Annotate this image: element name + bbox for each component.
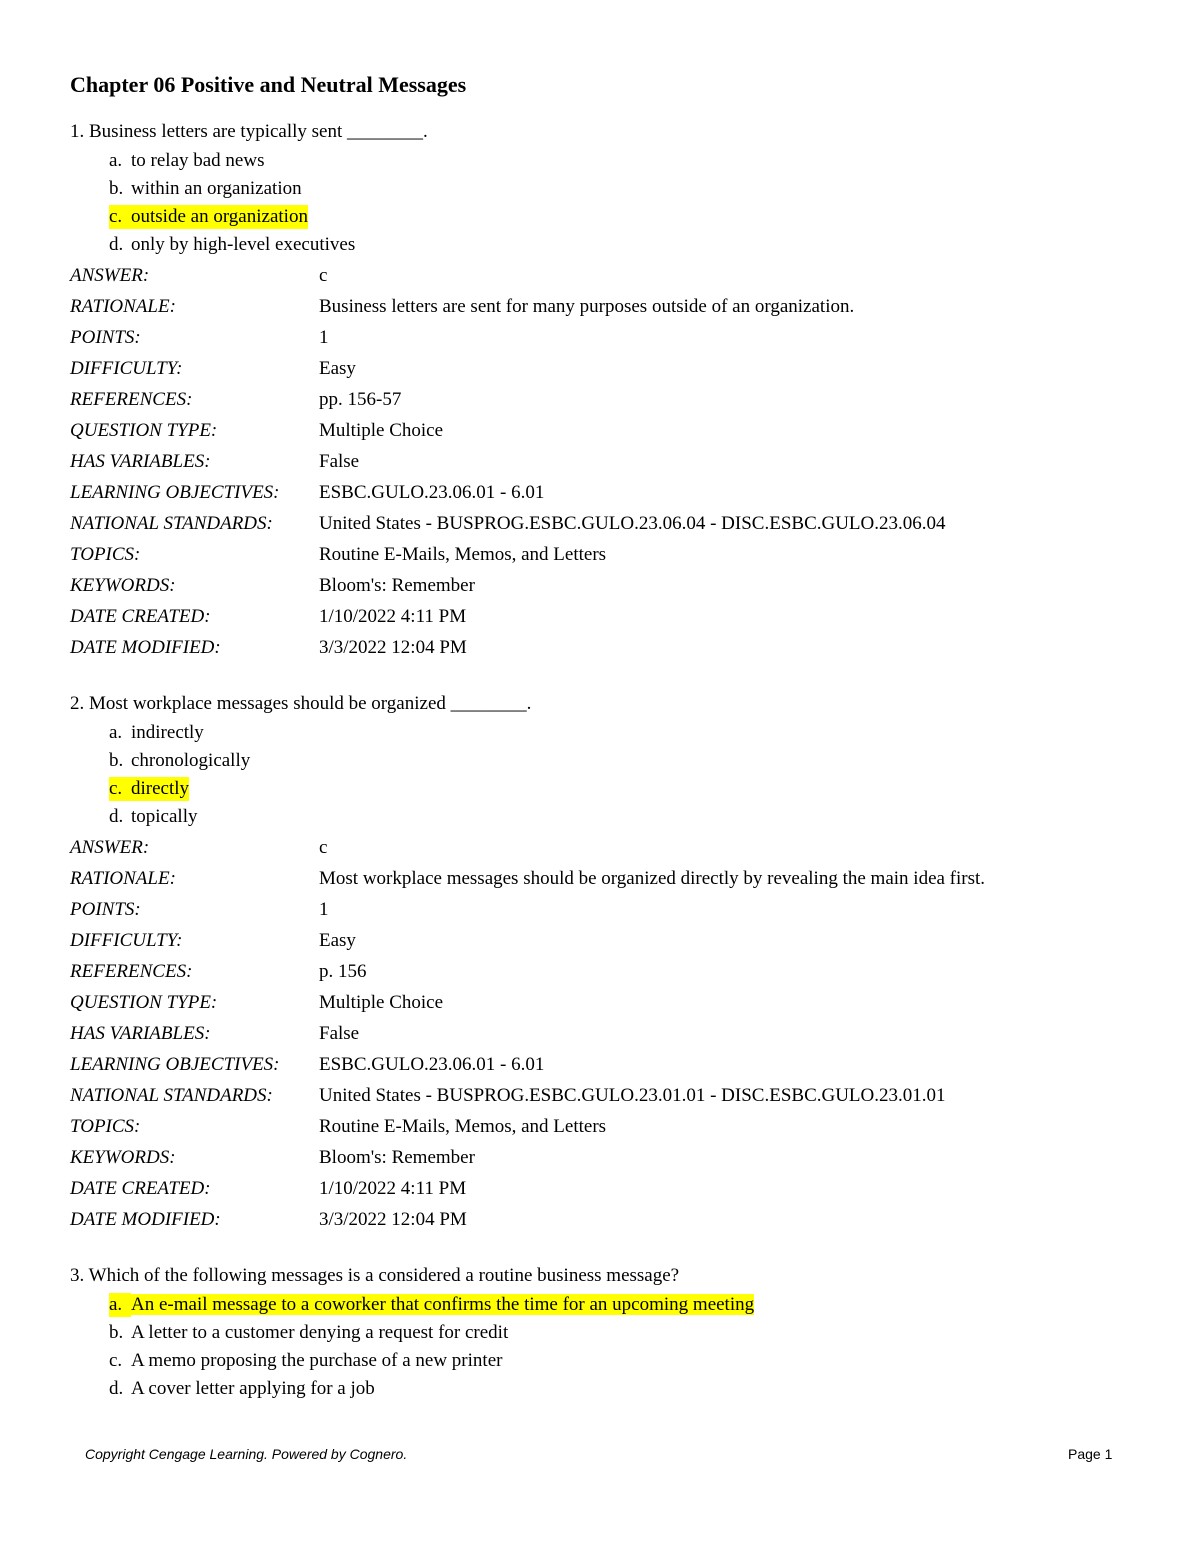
option-text: A memo proposing the purchase of a new printer bbox=[131, 1350, 503, 1371]
meta-row-rationale bbox=[70, 864, 1150, 895]
meta-row-difficulty bbox=[70, 354, 1150, 385]
meta-value: False bbox=[319, 451, 360, 472]
meta-value: False bbox=[319, 1023, 360, 1044]
meta-value: pp. 156-57 bbox=[319, 389, 402, 410]
option-text: indirectly bbox=[131, 722, 204, 743]
option-text: within an organization bbox=[131, 178, 302, 199]
option-letter: d. bbox=[109, 806, 124, 827]
meta-label: DATE MODIFIED: bbox=[70, 637, 221, 658]
meta-label: DATE CREATED: bbox=[70, 606, 211, 627]
meta-row-points bbox=[70, 323, 1150, 354]
meta-row-references bbox=[70, 957, 1150, 988]
meta-row-date-modified bbox=[70, 633, 1150, 664]
meta-label: DATE CREATED: bbox=[70, 1178, 211, 1199]
meta-value: p. 156 bbox=[319, 961, 367, 982]
option-letter: c. bbox=[109, 1350, 123, 1371]
meta-row-learning-objectives bbox=[70, 478, 1150, 509]
question-3 bbox=[70, 1262, 1150, 1405]
meta-label: KEYWORDS: bbox=[70, 575, 176, 596]
question-1 bbox=[70, 118, 1150, 664]
option-b bbox=[70, 177, 1150, 201]
option-text: topically bbox=[131, 806, 198, 827]
option-letter: a. bbox=[109, 150, 123, 171]
option-letter: b. bbox=[109, 178, 124, 199]
meta-row-learning-objectives bbox=[70, 1050, 1150, 1081]
meta-value: Bloom's: Remember bbox=[319, 1147, 475, 1168]
meta-label: LEARNING OBJECTIVES: bbox=[70, 482, 280, 503]
question-stem: 2. Most workplace messages should be organized ________. bbox=[70, 693, 532, 714]
meta-label: NATIONAL STANDARDS: bbox=[70, 1085, 273, 1106]
meta-label: RATIONALE: bbox=[70, 868, 176, 889]
option-a bbox=[70, 721, 1150, 745]
meta-value: 1/10/2022 4:11 PM bbox=[319, 1178, 467, 1199]
meta-row-national-standards bbox=[70, 509, 1150, 540]
meta-row-date-created bbox=[70, 602, 1150, 633]
option-d bbox=[70, 233, 1150, 257]
meta-row-has-variables bbox=[70, 1019, 1150, 1050]
meta-label: TOPICS: bbox=[70, 544, 141, 565]
meta-value: 1/10/2022 4:11 PM bbox=[319, 606, 467, 627]
option-letter: a. bbox=[109, 722, 123, 743]
option-letter: c. bbox=[109, 778, 123, 799]
option-text: only by high-level executives bbox=[131, 234, 356, 255]
meta-value: Routine E-Mails, Memos, and Letters bbox=[319, 544, 607, 565]
meta-row-date-created bbox=[70, 1174, 1150, 1205]
option-d bbox=[70, 1377, 1150, 1401]
meta-row-topics bbox=[70, 540, 1150, 571]
meta-row-references bbox=[70, 385, 1150, 416]
option-text: An e-mail message to a coworker that confirms the time for an upcoming meeting bbox=[131, 1294, 755, 1315]
option-letter: c. bbox=[109, 206, 123, 227]
question-metadata bbox=[70, 833, 1150, 1236]
meta-value: Most workplace messages should be organized directly by revealing the main idea first. bbox=[319, 868, 986, 889]
meta-label: HAS VARIABLES: bbox=[70, 451, 211, 472]
option-c-correct bbox=[70, 205, 1150, 229]
meta-value: Routine E-Mails, Memos, and Letters bbox=[319, 1116, 607, 1137]
meta-row-difficulty bbox=[70, 926, 1150, 957]
option-b bbox=[70, 749, 1150, 773]
meta-value: United States - BUSPROG.ESBC.GULO.23.01.01 - DISC.ESBC.GULO.23.01.01 bbox=[319, 1085, 946, 1106]
meta-label: REFERENCES: bbox=[70, 389, 193, 410]
meta-row-topics bbox=[70, 1112, 1150, 1143]
question-metadata bbox=[70, 261, 1150, 664]
option-letter: d. bbox=[109, 234, 124, 255]
meta-value: Easy bbox=[319, 358, 356, 379]
meta-row-rationale bbox=[70, 292, 1150, 323]
option-a-correct bbox=[70, 1293, 1150, 1317]
option-text: A letter to a customer denying a request for credit bbox=[131, 1322, 509, 1343]
option-text: directly bbox=[131, 778, 190, 799]
meta-label: LEARNING OBJECTIVES: bbox=[70, 1054, 280, 1075]
meta-row-has-variables bbox=[70, 447, 1150, 478]
meta-value: Easy bbox=[319, 930, 356, 951]
meta-value: c bbox=[319, 837, 328, 858]
meta-label: QUESTION TYPE: bbox=[70, 420, 218, 441]
question-stem: 3. Which of the following messages is a considered a routine business message? bbox=[70, 1265, 680, 1286]
meta-value: ESBC.GULO.23.06.01 - 6.01 bbox=[319, 482, 545, 503]
meta-label: DIFFICULTY: bbox=[70, 930, 183, 951]
option-text: A cover letter applying for a job bbox=[131, 1378, 375, 1399]
meta-label: TOPICS: bbox=[70, 1116, 141, 1137]
option-d bbox=[70, 805, 1150, 829]
option-a bbox=[70, 149, 1150, 173]
meta-value: Multiple Choice bbox=[319, 992, 444, 1013]
meta-row-answer bbox=[70, 833, 1150, 864]
meta-label: QUESTION TYPE: bbox=[70, 992, 218, 1013]
meta-label: ANSWER: bbox=[70, 265, 150, 286]
option-text: to relay bad news bbox=[131, 150, 265, 171]
option-text: chronologically bbox=[131, 750, 251, 771]
meta-label: REFERENCES: bbox=[70, 961, 193, 982]
meta-value: Multiple Choice bbox=[319, 420, 444, 441]
meta-row-keywords bbox=[70, 1143, 1150, 1174]
meta-label: KEYWORDS: bbox=[70, 1147, 176, 1168]
meta-label: HAS VARIABLES: bbox=[70, 1023, 211, 1044]
option-c-correct bbox=[70, 777, 1150, 801]
option-letter: b. bbox=[109, 750, 124, 771]
meta-label: POINTS: bbox=[70, 899, 141, 920]
meta-label: DIFFICULTY: bbox=[70, 358, 183, 379]
meta-value: 1 bbox=[319, 327, 329, 348]
option-b bbox=[70, 1321, 1150, 1345]
footer-page-number: Page 1 bbox=[1068, 1446, 1113, 1462]
meta-label: RATIONALE: bbox=[70, 296, 176, 317]
option-text: outside an organization bbox=[131, 206, 308, 227]
option-letter: b. bbox=[109, 1322, 124, 1343]
meta-row-question-type bbox=[70, 988, 1150, 1019]
page-title: Chapter 06 Positive and Neutral Messages bbox=[70, 72, 467, 97]
meta-value: 3/3/2022 12:04 PM bbox=[319, 1209, 467, 1230]
meta-row-date-modified bbox=[70, 1205, 1150, 1236]
meta-value: Bloom's: Remember bbox=[319, 575, 475, 596]
meta-label: ANSWER: bbox=[70, 837, 150, 858]
footer-copyright: Copyright Cengage Learning. Powered by Cognero. bbox=[85, 1446, 408, 1462]
meta-row-points bbox=[70, 895, 1150, 926]
meta-label: DATE MODIFIED: bbox=[70, 1209, 221, 1230]
meta-value: United States - BUSPROG.ESBC.GULO.23.06.04 - DISC.ESBC.GULO.23.06.04 bbox=[319, 513, 946, 534]
meta-row-question-type bbox=[70, 416, 1150, 447]
option-letter: a. bbox=[109, 1294, 123, 1315]
meta-row-national-standards bbox=[70, 1081, 1150, 1112]
question-stem: 1. Business letters are typically sent ________. bbox=[70, 121, 428, 142]
option-c bbox=[70, 1349, 1150, 1373]
question-2 bbox=[70, 690, 1150, 1236]
meta-label: NATIONAL STANDARDS: bbox=[70, 513, 273, 534]
meta-value: Business letters are sent for many purposes outside of an organization. bbox=[319, 296, 855, 317]
meta-label: POINTS: bbox=[70, 327, 141, 348]
meta-value: c bbox=[319, 265, 328, 286]
meta-value: 3/3/2022 12:04 PM bbox=[319, 637, 467, 658]
meta-row-keywords bbox=[70, 571, 1150, 602]
meta-value: ESBC.GULO.23.06.01 - 6.01 bbox=[319, 1054, 545, 1075]
meta-value: 1 bbox=[319, 899, 329, 920]
meta-row-answer bbox=[70, 261, 1150, 292]
option-letter: d. bbox=[109, 1378, 124, 1399]
